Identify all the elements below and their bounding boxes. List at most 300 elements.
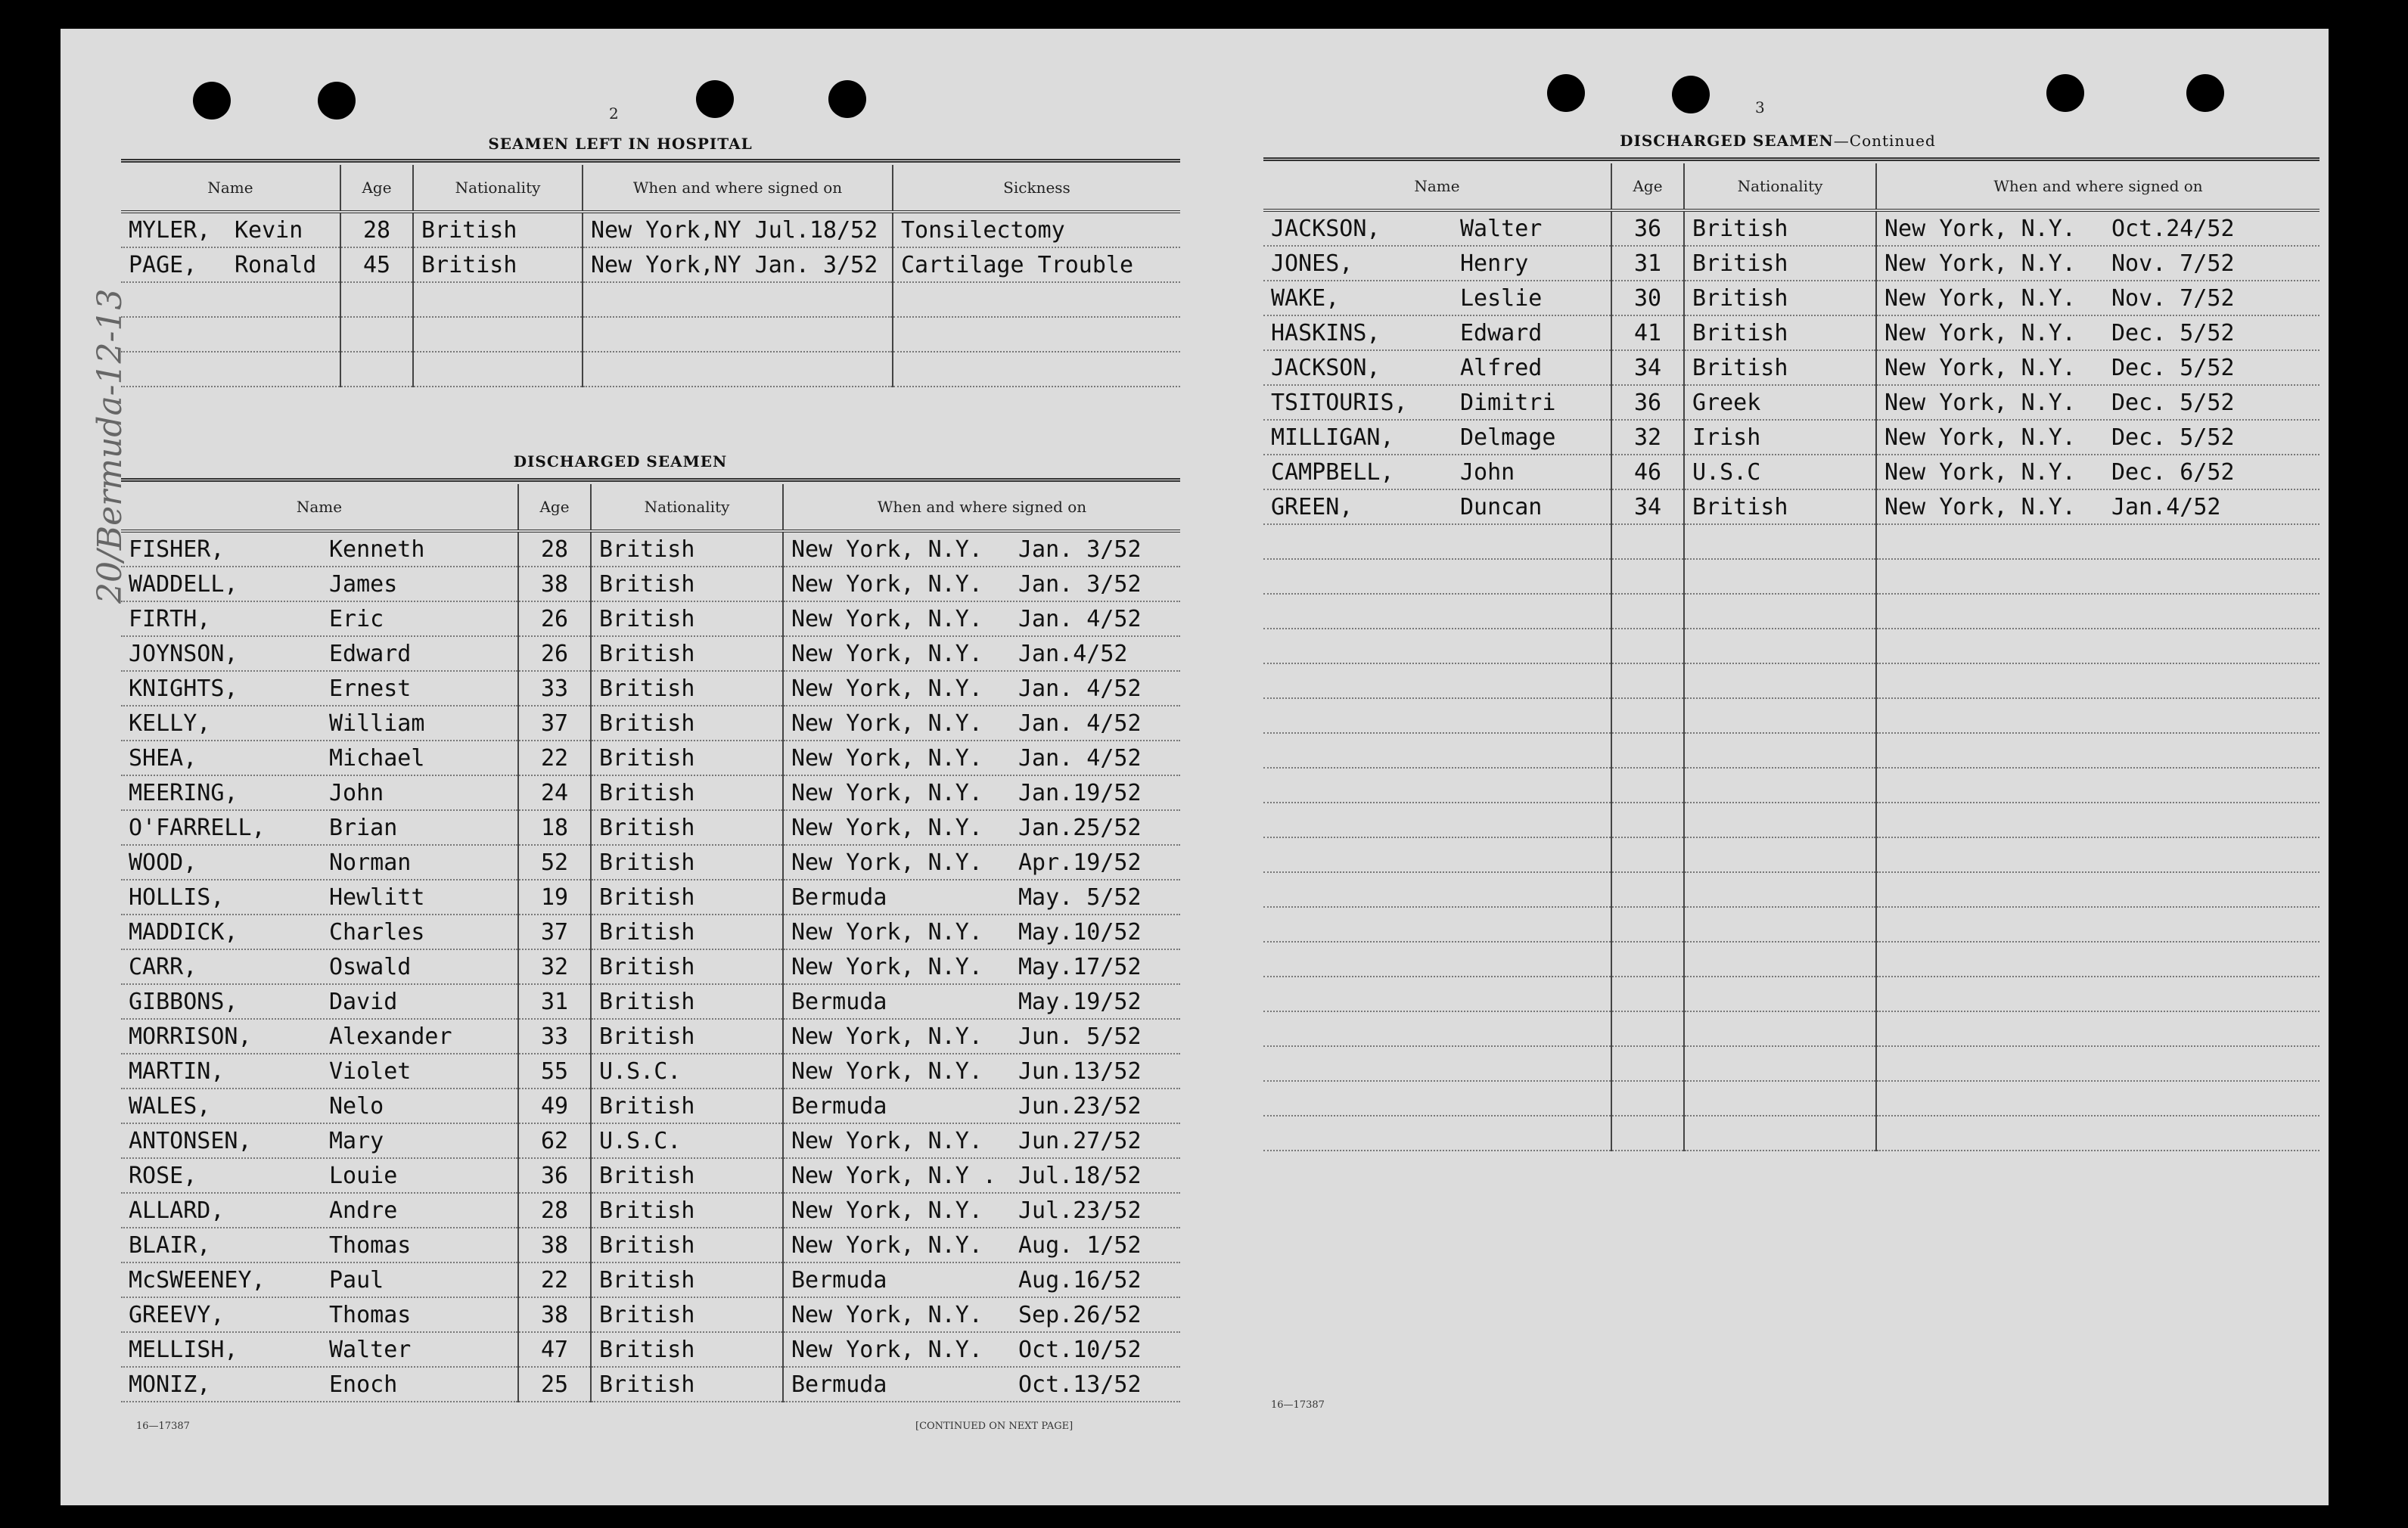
name-cell [1263,246,1611,281]
nationality-cell [413,317,583,352]
surname: BLAIR, [129,1231,211,1259]
name-cell [1263,559,1611,594]
signed-on-place: New York, N.Y. [791,1023,983,1050]
table-row [121,671,1180,706]
name-cell [121,949,518,984]
table-row [1263,594,2319,629]
nationality-cell [1684,1046,1876,1081]
signed-on-date: Jan.25/52 [1018,814,1142,841]
surname: MELLISH, [129,1336,238,1363]
signed-on-date: Oct.10/52 [1018,1336,1142,1363]
col-header-name: Name [121,165,340,212]
signed-on-place: New York, N.Y. [1884,389,2076,416]
name-cell [1263,663,1611,698]
age-cell: 26 [518,601,591,636]
name-cell [1263,489,1611,524]
table-row [1263,1081,2319,1116]
name-cell [121,845,518,880]
signed-on-cell [783,845,1180,880]
age-cell: 18 [518,810,591,845]
nationality-cell: British [591,1089,783,1123]
age-cell [1611,1046,1684,1081]
table-row [121,1367,1180,1402]
age-cell: 31 [1611,246,1684,281]
signed-on-cell [783,1123,1180,1158]
name-cell [121,775,518,810]
discharged-title: DISCHARGED SEAMEN [513,452,728,471]
given-name: Leslie [1460,284,1543,312]
age-cell: 19 [518,880,591,915]
name-cell [121,671,518,706]
title-text: DISCHARGED SEAMEN [1620,132,1834,150]
name-cell [1263,1046,1611,1081]
age-cell [1611,559,1684,594]
signed-on-cell [1876,698,2319,733]
name-cell [121,1158,518,1193]
surname: GREEVY, [129,1301,225,1328]
signed-on-cell [783,1089,1180,1123]
signed-on-date: Apr.19/52 [1018,849,1142,876]
signed-on-date: Dec. 6/52 [2111,458,2235,486]
signed-on-place: New York, N.Y. [791,536,983,563]
nationality-cell [1684,698,1876,733]
signed-on-place: Bermuda [791,884,887,911]
sickness-cell: Tonsilectomy [893,212,1180,247]
signed-on-place: New York, N.Y. [791,1127,983,1154]
age-cell: 55 [518,1054,591,1089]
signed-on-place: Bermuda [791,1266,887,1294]
signed-on-date: Jul.23/52 [1018,1197,1142,1224]
signed-on-place: Bermuda [791,988,887,1015]
signed-on-cell [783,636,1180,671]
given-name: Louie [329,1162,398,1189]
signed-on-date: Oct.13/52 [1018,1371,1142,1398]
age-cell: 62 [518,1123,591,1158]
given-name: Hewlitt [329,884,425,911]
hospital-title: SEAMEN LEFT IN HOSPITAL [488,135,753,153]
name-cell [121,247,340,282]
table-row [1263,315,2319,350]
table-row [1263,455,2319,489]
nationality-cell: British [591,845,783,880]
nationality-cell: British [591,1262,783,1297]
name-cell [121,1054,518,1089]
signed-on-cell [783,1262,1180,1297]
table-row [1263,246,2319,281]
nationality-cell: British [1684,315,1876,350]
nationality-cell [1684,1011,1876,1046]
sickness-cell [893,352,1180,387]
handwritten-margin-note: 20/Bermuda-12-13 [91,288,129,604]
signed-on-cell [1876,733,2319,768]
punch-hole [828,80,866,118]
name-cell [1263,907,1611,942]
surname: WADDELL, [129,570,238,598]
age-cell: 34 [1611,489,1684,524]
page-number-left: 2 [609,104,619,123]
name-cell [121,1193,518,1228]
age-cell: 28 [518,531,591,567]
signed-on-cell [1876,1081,2319,1116]
signed-on-cell [1876,872,2319,907]
age-cell: 28 [518,1193,591,1228]
col-header-sickness: Sickness [893,165,1180,212]
table-row [121,1019,1180,1054]
signed-on-cell [1876,907,2319,942]
col-header-age: Age [518,484,591,531]
nationality-cell: British [591,567,783,601]
name-cell [1263,385,1611,420]
sickness-cell [893,317,1180,352]
nationality-cell [1684,768,1876,803]
surname: McSWEENEY, [129,1266,266,1294]
name-cell [121,567,518,601]
signed-on-date: Jan. 3/52 [1018,536,1142,563]
table-row [121,601,1180,636]
nationality-cell [1684,733,1876,768]
col-header-nationality: Nationality [591,484,783,531]
signed-on-cell [783,1158,1180,1193]
nationality-cell: British [413,247,583,282]
signed-on-cell [583,282,893,317]
given-name: Walter [329,1336,412,1363]
surname: WALES, [129,1092,211,1120]
table-row [121,212,1180,247]
name-cell [1263,1081,1611,1116]
given-name: Walter [1460,215,1543,242]
signed-on-cell [783,775,1180,810]
age-cell: 28 [340,212,413,247]
table-row [121,567,1180,601]
signed-on-cell [1876,281,2319,315]
surname: HOLLIS, [129,884,225,911]
signed-on-cell [783,1367,1180,1402]
given-name: Kevin [235,216,303,244]
given-name: Dimitri [1460,389,1556,416]
nationality-cell: British [591,1367,783,1402]
age-cell [1611,524,1684,559]
signed-on-date: Dec. 5/52 [2111,424,2235,451]
nationality-cell: Greek [1684,385,1876,420]
age-cell: 22 [518,1262,591,1297]
table-row [1263,1046,2319,1081]
table-row [1263,977,2319,1011]
col-header-signed-on: When and where signed on [783,484,1180,531]
signed-on-date: Dec. 5/52 [2111,389,2235,416]
age-cell: 25 [518,1367,591,1402]
nationality-cell: British [1684,210,1876,246]
given-name: Charles [329,918,425,946]
signed-on-place: New York, N.Y. [791,744,983,772]
table-row [1263,698,2319,733]
given-name: Violet [329,1057,412,1085]
table-row [1263,281,2319,315]
signed-on-cell [783,601,1180,636]
given-name: Duncan [1460,493,1543,520]
given-name: Michael [329,744,425,772]
name-cell [121,636,518,671]
surname: MADDICK, [129,918,238,946]
age-cell [1611,907,1684,942]
nationality-cell [1684,1116,1876,1151]
table-row [1263,489,2319,524]
name-cell [1263,698,1611,733]
given-name: Nelo [329,1092,384,1120]
nationality-cell: U.S.C. [591,1054,783,1089]
given-name: Norman [329,849,412,876]
signed-on-place: New York, N.Y. [791,1057,983,1085]
table-row [121,1089,1180,1123]
signed-on-date: Sep.26/52 [1018,1301,1142,1328]
signed-on-place: New York, N.Y. [791,640,983,667]
signed-on-date: May.17/52 [1018,953,1142,980]
signed-on-date: Dec. 5/52 [2111,354,2235,381]
nationality-cell: British [413,212,583,247]
age-cell: 38 [518,1228,591,1262]
age-cell [340,317,413,352]
age-cell [1611,594,1684,629]
signed-on-place: New York, N.Y. [791,953,983,980]
given-name: Oswald [329,953,412,980]
name-cell [1263,733,1611,768]
signed-on-cell [1876,977,2319,1011]
given-name: Thomas [329,1231,412,1259]
age-cell: 37 [518,706,591,741]
name-cell [1263,1011,1611,1046]
surname: CAMPBELL, [1271,458,1394,486]
signed-on-cell [783,531,1180,567]
table-row [1263,768,2319,803]
table-row [121,845,1180,880]
age-cell [1611,1011,1684,1046]
given-name: John [329,779,384,806]
name-cell [121,1367,518,1402]
discharged-continued-title [1263,132,2292,150]
name-cell [121,352,340,387]
table-row [121,1297,1180,1332]
nationality-cell: U.S.C [1684,455,1876,489]
nationality-cell: British [591,1332,783,1367]
col-header-age: Age [1611,163,1684,210]
signed-on-cell [783,984,1180,1019]
name-cell [1263,594,1611,629]
name-cell [121,1262,518,1297]
surname: FIRTH, [129,605,211,632]
surname: JACKSON, [1271,354,1381,381]
table-row [121,949,1180,984]
given-name: Eric [329,605,384,632]
table-row [121,282,1180,317]
given-name: Henry [1460,250,1529,277]
name-cell [121,282,340,317]
signed-on-cell [783,810,1180,845]
surname: PAGE, [129,251,197,278]
age-cell: 32 [518,949,591,984]
signed-on-cell [1876,1011,2319,1046]
signed-on-place: New York, N.Y. [1884,424,2076,451]
table-row [1263,733,2319,768]
signed-on-date: May.10/52 [1018,918,1142,946]
given-name: James [329,570,398,598]
signed-on-date: Nov. 7/52 [2111,250,2235,277]
name-cell [121,1089,518,1123]
given-name: Thomas [329,1301,412,1328]
name-cell [121,984,518,1019]
signed-on-place: New York, N.Y. [1884,250,2076,277]
punch-hole [2186,74,2224,112]
age-cell: 33 [518,1019,591,1054]
age-cell: 22 [518,741,591,775]
surname: ALLARD, [129,1197,225,1224]
name-cell [121,601,518,636]
table-row [121,531,1180,567]
signed-on-cell [1876,594,2319,629]
age-cell: 30 [1611,281,1684,315]
name-cell [121,1332,518,1367]
surname: KNIGHTS, [129,675,238,702]
signed-on-date: Jan.4/52 [2111,493,2221,520]
age-cell: 36 [1611,210,1684,246]
punch-hole [696,80,734,118]
name-cell [1263,803,1611,837]
table-row [121,636,1180,671]
discharged-top-rule [121,478,1180,482]
nationality-cell: British [591,531,783,567]
form-number-left: 16—17387 [136,1421,190,1432]
given-name: Ronald [235,251,317,278]
age-cell [340,282,413,317]
signed-on-place: New York, N.Y. [791,570,983,598]
age-cell: 38 [518,1297,591,1332]
surname: JONES, [1271,250,1353,277]
nationality-cell [413,352,583,387]
table-row [121,810,1180,845]
name-cell [121,915,518,949]
nationality-cell [1684,803,1876,837]
signed-on-date: Jan. 4/52 [1018,710,1142,737]
signed-on-date: Nov. 7/52 [2111,284,2235,312]
name-cell [1263,350,1611,385]
nationality-cell: British [591,1297,783,1332]
signed-on-place: New York, N.Y. [1884,215,2076,242]
signed-on-cell [583,352,893,387]
nationality-cell: British [591,1019,783,1054]
nationality-cell [413,282,583,317]
nationality-cell [1684,594,1876,629]
age-cell: 36 [518,1158,591,1193]
signed-on-cell [1876,629,2319,663]
name-cell [1263,281,1611,315]
name-cell [1263,837,1611,872]
age-cell: 47 [518,1332,591,1367]
signed-on-place: New York, N.Y. [791,918,983,946]
surname: MILLIGAN, [1271,424,1394,451]
name-cell [1263,420,1611,455]
table-row [1263,210,2319,246]
signed-on-place: New York, N.Y. [1884,493,2076,520]
given-name: Mary [329,1127,384,1154]
signed-on-cell [1876,420,2319,455]
col-header-name: Name [121,484,518,531]
signed-on-cell [783,1019,1180,1054]
nationality-cell: British [1684,281,1876,315]
signed-on-date: Jun.27/52 [1018,1127,1142,1154]
signed-on-cell [783,949,1180,984]
given-name: Kenneth [329,536,425,563]
given-name: Alfred [1460,354,1543,381]
nationality-cell: British [591,880,783,915]
table-row [121,247,1180,282]
given-name: Enoch [329,1371,398,1398]
signed-on-cell [1876,455,2319,489]
age-cell [1611,1116,1684,1151]
given-name: Alexander [329,1023,452,1050]
surname: GREEN, [1271,493,1353,520]
nationality-cell: British [1684,489,1876,524]
signed-on-place: New York, N.Y. [1884,319,2076,346]
age-cell: 45 [340,247,413,282]
signed-on-cell [783,1054,1180,1089]
nationality-cell: British [1684,246,1876,281]
given-name: John [1460,458,1515,486]
signed-on-date: Jun.13/52 [1018,1057,1142,1085]
surname: MEERING, [129,779,238,806]
age-cell [1611,698,1684,733]
age-cell [340,352,413,387]
signed-on-cell [1876,942,2319,977]
signed-on-cell: New York,NY Jan. 3/52 [583,247,893,282]
punch-hole [318,82,356,120]
signed-on-cell [1876,210,2319,246]
age-cell: 36 [1611,385,1684,420]
nationality-cell [1684,907,1876,942]
name-cell [1263,315,1611,350]
name-cell [121,1123,518,1158]
surname: WOOD, [129,849,197,876]
nationality-cell: U.S.C. [591,1123,783,1158]
signed-on-cell [783,1332,1180,1367]
given-name: Paul [329,1266,384,1294]
name-cell [121,880,518,915]
signed-on-cell [1876,663,2319,698]
nationality-cell [1684,663,1876,698]
signed-on-place: New York, N.Y. [791,814,983,841]
signed-on-place: Bermuda [791,1092,887,1120]
signed-on-place: New York, N.Y . [791,1162,996,1189]
nationality-cell: Irish [1684,420,1876,455]
surname: CARR, [129,953,197,980]
punch-hole [1547,74,1585,112]
surname: ANTONSEN, [129,1127,252,1154]
signed-on-cell [1876,1046,2319,1081]
discharged-table [121,484,1180,1402]
signed-on-cell [783,671,1180,706]
nationality-cell: British [591,601,783,636]
signed-on-cell [1876,768,2319,803]
discharged-continued-table [1263,163,2319,1151]
signed-on-cell [783,915,1180,949]
signed-on-cell [783,1193,1180,1228]
name-cell [1263,524,1611,559]
age-cell: 34 [1611,350,1684,385]
signed-on-cell: New York,NY Jul.18/52 [583,212,893,247]
table-row [1263,350,2319,385]
punch-hole [193,82,231,120]
hospital-top-rule [121,159,1180,163]
table-row [1263,629,2319,663]
signed-on-date: Jan. 4/52 [1018,605,1142,632]
signed-on-cell [783,880,1180,915]
